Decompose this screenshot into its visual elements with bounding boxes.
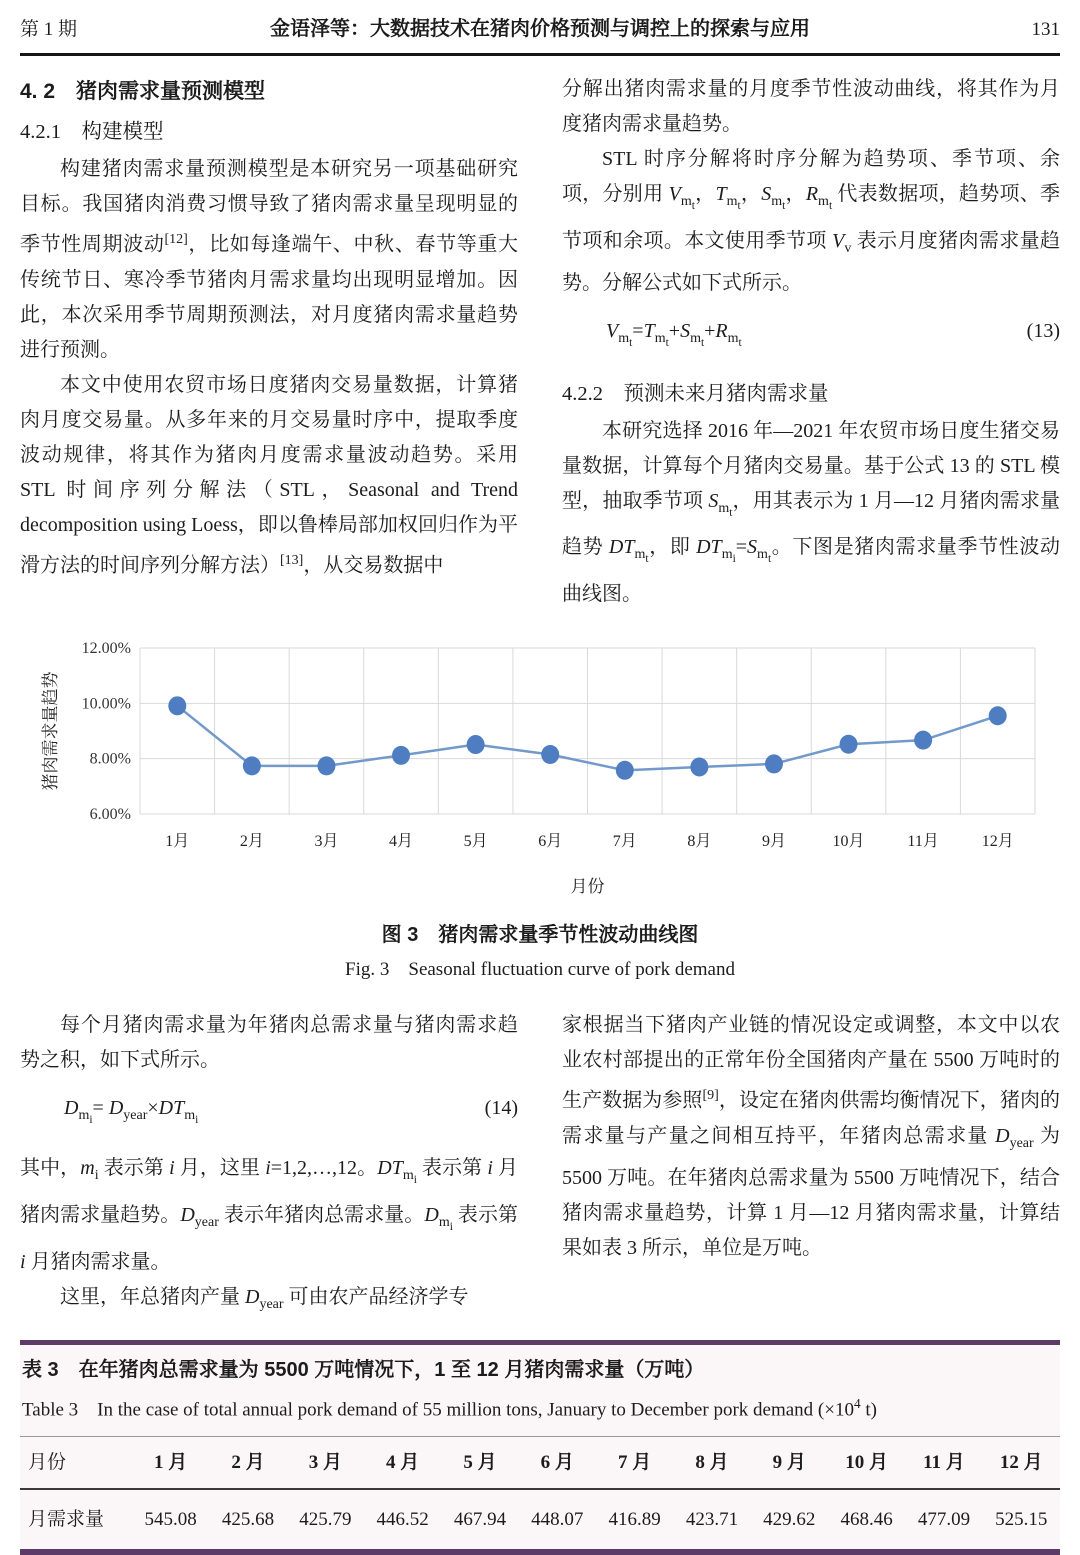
equation-14: [20, 1091, 518, 1138]
data-point-5月: [467, 735, 485, 754]
data-point-12月: [989, 706, 1007, 725]
subsection-heading-4-2-1: 4.2.1 构建模型: [20, 121, 164, 143]
x-axis-tick-label: 10月: [832, 833, 865, 851]
paragraph-continuation: 分解出猪肉需求量的月度季节性波动曲线，将其作为月度猪肉需求量趋势。: [562, 78, 1060, 135]
page-number: 131: [1031, 19, 1060, 40]
table-cell-monthly-demand: 425.68: [221, 1508, 275, 1530]
table-cell-monthly-demand: 425.79: [299, 1508, 352, 1530]
running-title: 金语泽等：大数据技术在猪肉价格预测与调控上的探索与应用: [270, 18, 810, 40]
table-cell-monthly-demand: 525.15: [995, 1508, 1048, 1530]
data-point-4月: [392, 746, 410, 765]
data-point-9月: [765, 755, 783, 774]
figure3-caption-zh: 图 3 猪肉需求量季节性波动曲线图: [381, 924, 699, 947]
table3-caption-en: Table 3 In the case of total annual pork demand of 55 million tons, January to December pork demand ($\times 10^4$ t): [22, 1395, 877, 1420]
x-axis-tick-label: 5月: [463, 833, 488, 851]
x-axis-title: 月份: [570, 877, 605, 897]
table3-caption-zh: 表 3 在年猪肉总需求量为 5500 万吨情况下，1 至 12 月猪肉需求量（万吨）: [22, 1358, 705, 1381]
table-cell-monthly-demand: 467.94: [453, 1508, 507, 1530]
x-axis-tick-label: 3月: [314, 833, 339, 851]
paragraph-5500-assumption: 家根据当下猪肉产业链的情况设定或调整，本文中以农业农村部提出的正常年份全国猪肉产量在 5500 万吨时的生产数据为参照[9]，设定在猪肉供需均衡情况下，猪肉的需求量与产量之间相互持平，年猪肉总需求量 $D_{year}$ 为 5500 万吨。在年猪肉总需求量为 5500 万吨情况下，结合猪肉需求量趋势，计算 1 月—12 月猪肉需求量，计算结果如表 3 所示，单位是万吨。: [562, 1014, 1061, 1259]
left-column: [20, 72, 518, 612]
x-axis-tick-label: 7月: [612, 833, 637, 851]
table-header-month: 12 月: [999, 1451, 1043, 1473]
table-cell-monthly-demand: 448.07: [531, 1508, 584, 1530]
paragraph-monthly-demand: 每个月猪肉需求量为年猪肉总需求量与猪肉需求趋势之积，如下式所示。: [20, 1014, 518, 1072]
data-point-10月: [840, 735, 858, 754]
x-axis-tick-label: 4月: [389, 833, 414, 851]
x-axis-tick-label: 2月: [239, 833, 264, 851]
data-point-7月: [616, 761, 634, 780]
y-axis-tick-label: 6.00%: [89, 806, 131, 824]
table-header-month: 6 月: [540, 1451, 574, 1473]
x-axis-tick-label: 6月: [538, 833, 563, 851]
paragraph-model-intro: 构建猪肉需求量预测模型是本研究另一项基础研究目标。我国猪肉消费习惯导致了猪肉需求量呈现明显的季节性周期波动[12]，比如每逢端午、中秋、春节等重大传统节日、寒冷季节猪肉月需求量均出现明显增加。因此，本次采用季节周期预测法，对月度猪肉需求量趋势进行预测。: [20, 158, 519, 361]
table-cell-monthly-demand: 477.09: [917, 1508, 971, 1530]
table-cell-monthly-demand: 416.89: [608, 1508, 661, 1530]
table-header-month: 7 月: [618, 1451, 652, 1473]
x-axis-tick-label: 9月: [761, 833, 786, 851]
table-header-month: 4 月: [386, 1451, 420, 1473]
table-header-month: 11 月: [923, 1451, 965, 1473]
equation-13-formula: $V_{m_t}=T_{m_t}+S_{m_t}+R_{m_t}$: [606, 319, 742, 349]
x-axis-tick-label: 12月: [981, 833, 1014, 851]
table3-data-row: [20, 1489, 1060, 1549]
figure-3: [20, 634, 1060, 984]
section-heading-4-2: 4. 2 猪肉需求量预测模型: [20, 80, 266, 103]
subsection-heading-4-2-2: 4.2.2 预测未来月猪肉需求量: [562, 382, 829, 405]
figure3-caption: [20, 920, 1060, 984]
equation-14-formula: $D_{m_i}= D_{year}\times DT_{m_i}$: [64, 1097, 199, 1126]
table-row-label: 月需求量: [28, 1508, 105, 1530]
data-point-6月: [541, 745, 559, 764]
data-point-8月: [690, 758, 708, 777]
table-header-month: 1 月: [154, 1451, 188, 1473]
equation-13-number: (13): [1026, 319, 1060, 342]
table-cell-monthly-demand: 446.52: [376, 1508, 429, 1530]
table-header-month: 10 月: [845, 1451, 888, 1473]
paragraph-dyear-intro: 这里，年总猪肉产量 $D_{year}$ 可由农产品经济学专: [60, 1285, 469, 1312]
table-cell-monthly-demand: 423.71: [685, 1508, 739, 1530]
y-axis-title: 猪肉需求量趋势: [41, 671, 60, 791]
table3: [20, 1436, 1060, 1549]
data-point-2月: [243, 757, 261, 776]
y-axis-tick-label: 12.00%: [81, 640, 131, 658]
table-header-month: 9 月: [772, 1451, 806, 1473]
paragraph-stl-method: 本文中使用农贸市场日度猪肉交易量数据，计算猪肉月度交易量。从多年来的月交易量时序中，提取季度波动规律，将其作为猪肉月度需求量波动趋势。采用 STL 时间序列分解法（STL，Seasonal and Trend decomposition using Loess，即以鲁棒局部加权回归作为平滑方法的时间序列分解方法）[13]，从交易数据中: [20, 373, 518, 577]
table-header-month-label: 月份: [28, 1451, 67, 1473]
x-axis-tick-label: 11月: [907, 833, 939, 851]
equation-14-number: (14): [484, 1097, 518, 1120]
table-header-month: 3 月: [308, 1451, 342, 1473]
table-header-month: 2 月: [231, 1451, 265, 1473]
y-axis-tick-label: 10.00%: [81, 695, 131, 713]
table-cell-monthly-demand: 429.62: [763, 1508, 816, 1530]
lower-left-column: [20, 1008, 518, 1321]
x-axis-tick-label: 1月: [165, 833, 190, 851]
table-header-month: 8 月: [695, 1451, 729, 1473]
lower-columns: [20, 1008, 1060, 1321]
lower-right-column: [562, 1008, 1060, 1321]
y-axis-tick-label: 8.00%: [89, 750, 131, 768]
paragraph-stl-terms: STL 时序分解将时序分解为趋势项、季节项、余项，分别用 $V_{m_t}$，$T_{m_t}$，$S_{m_t}$，$R_{m_t}$ 代表数据项，趋势项、季节项和余项。本文使用季节项 $V_v$ 表示月度猪肉需求量趋势。分解公式如下式所示。: [562, 148, 1061, 294]
data-point-3月: [317, 757, 335, 776]
figure3-caption-en: Fig. 3 Seasonal fluctuation curve of pork demand: [345, 959, 735, 981]
table3-block: [20, 1340, 1060, 1555]
table-cell-monthly-demand: 468.46: [840, 1508, 893, 1530]
data-point-11月: [914, 731, 932, 750]
paragraph-forecast: 本研究选择 2016 年—2021 年农贸市场日度生猪交易量数据，计算每个月猪肉交易量。基于公式 13 的 STL 模型，抽取季节项 $S_{m_t}$，用其表示为 1 月—12 月猪肉需求量趋势 $DT_{m_t}$，即 $DT_{m_i}=S_{m_t}$。下图是猪肉需求量季节性波动曲线图。: [562, 419, 1061, 606]
upper-columns: [20, 72, 1060, 612]
table3-header-row: [20, 1436, 1060, 1489]
right-column: [562, 72, 1060, 612]
figure3-line-chart: [30, 634, 1050, 906]
equation-13: [562, 314, 1060, 361]
header-rule: [20, 53, 1060, 56]
page-header: [20, 0, 1060, 47]
data-point-1月: [168, 697, 186, 716]
issue-label: 第 1 期: [20, 19, 78, 40]
x-axis-tick-label: 8月: [687, 833, 712, 851]
table-header-month: 5 月: [463, 1451, 497, 1473]
table-cell-monthly-demand: 545.08: [144, 1508, 197, 1530]
paragraph-symbol-definitions: 其中，$m_i$ 表示第 i 月，这里 i=1,2,…,12。$DT_{m_i}$ 表示第 i 月猪肉需求量趋势。$D_{year}$ 表示年猪肉总需求量。$D_{m_i}$ 表示第 i 月猪肉需求量。: [20, 1156, 519, 1273]
